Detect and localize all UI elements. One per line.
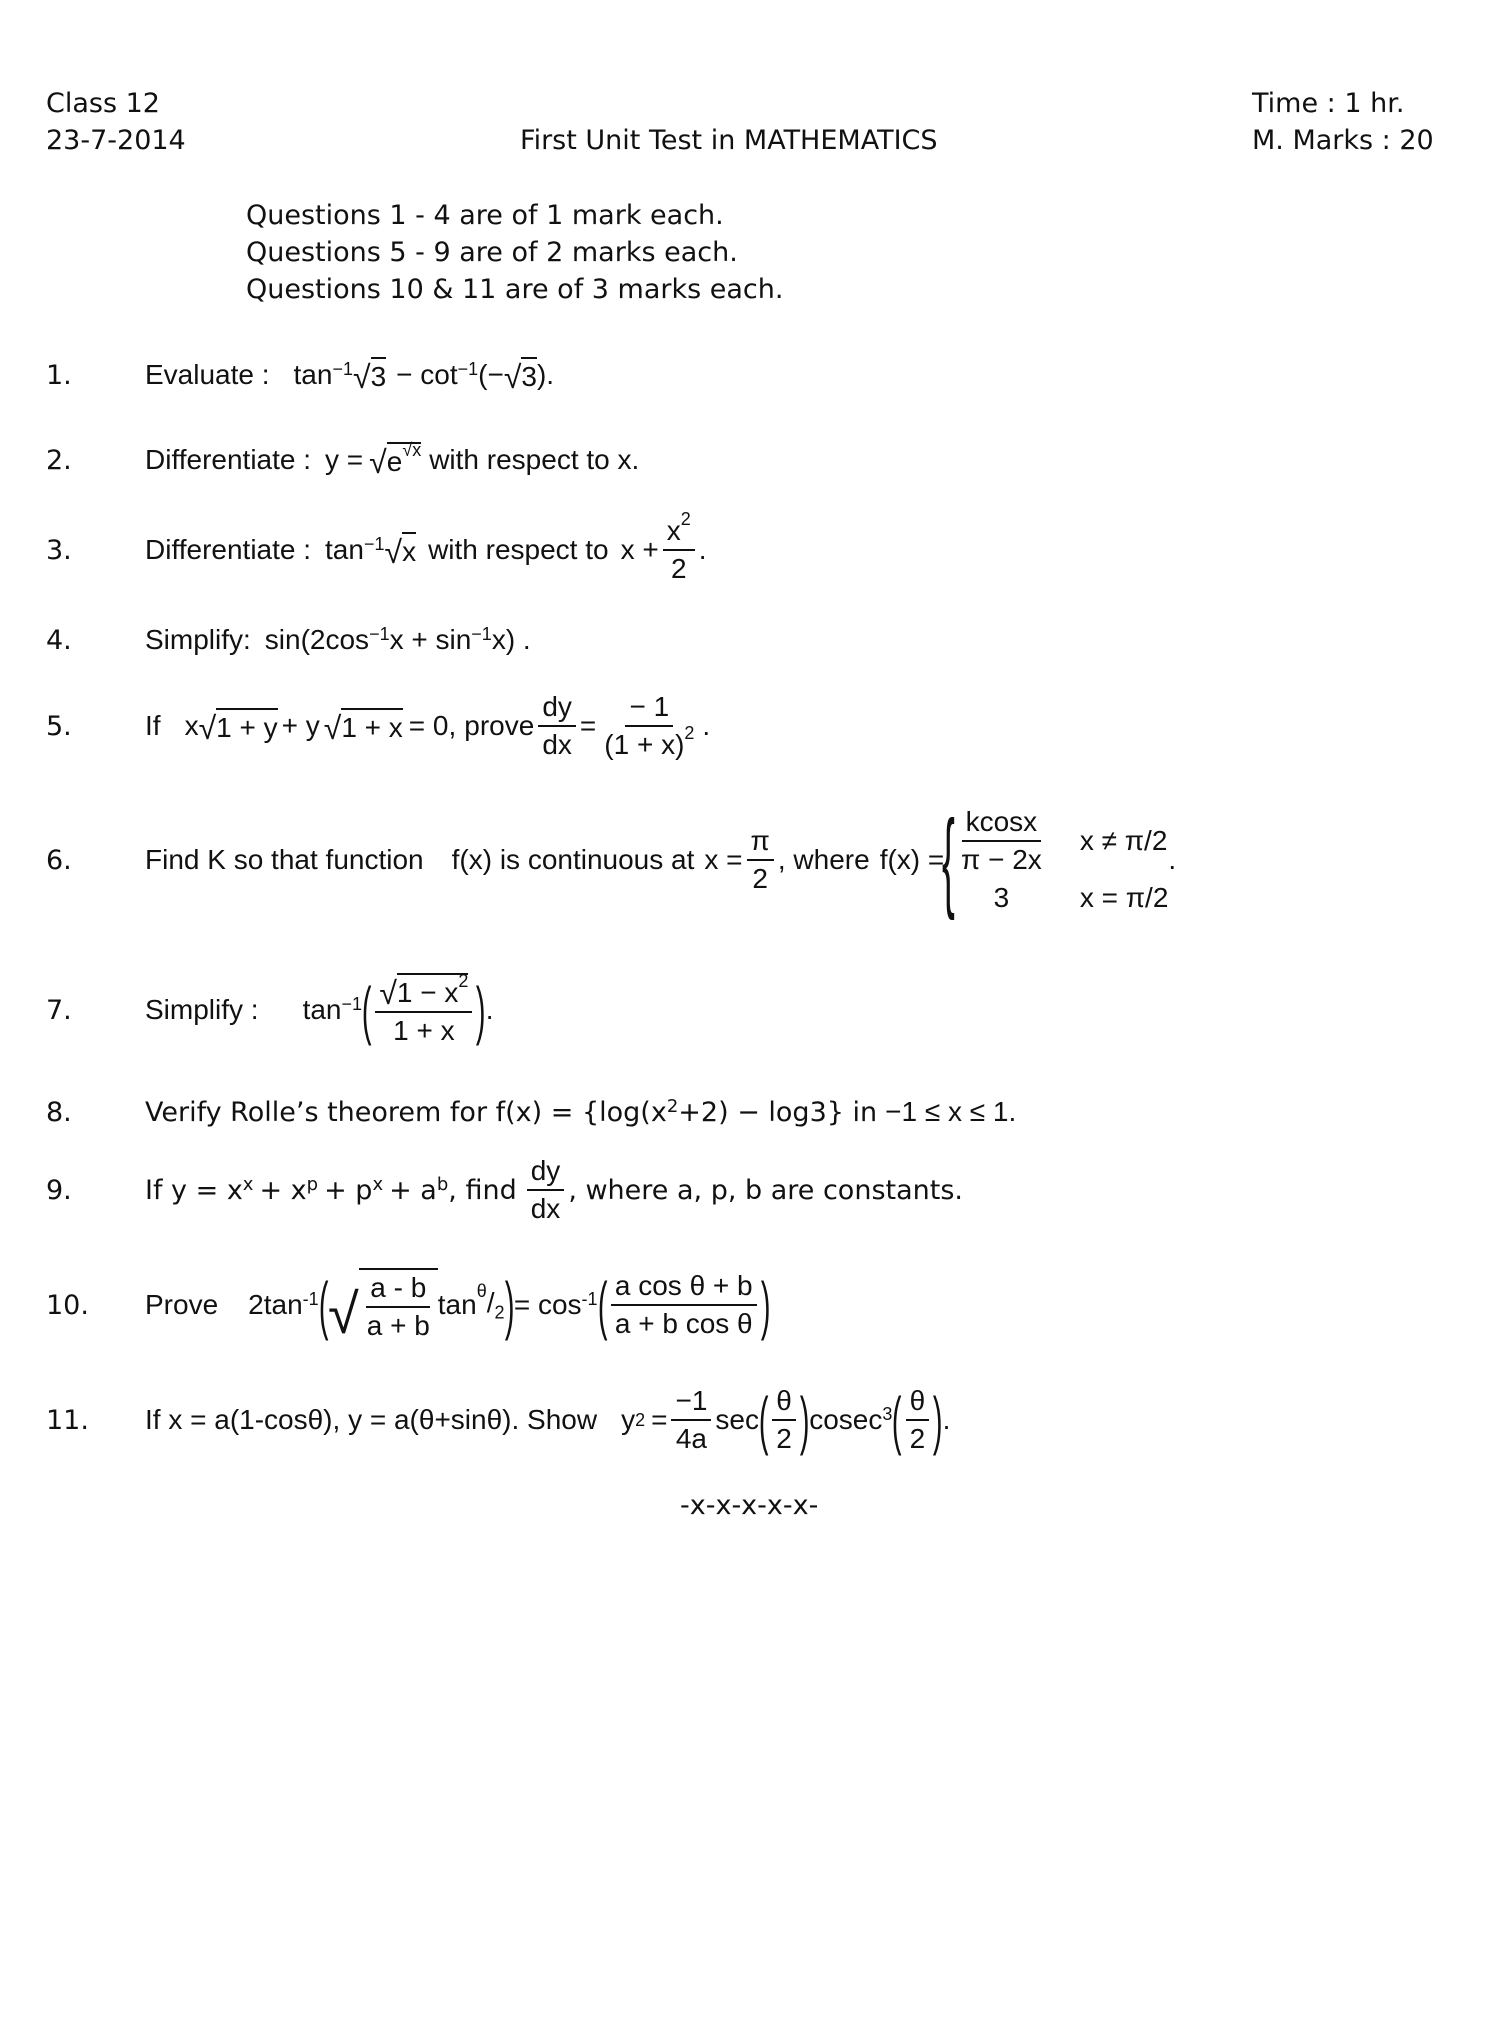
math: 2 xyxy=(458,971,469,991)
math: x xyxy=(372,1173,384,1195)
math: ). xyxy=(536,359,555,390)
math: 2tan xyxy=(248,1289,303,1320)
math: , find xyxy=(448,1174,517,1206)
radical: √ xyxy=(198,710,217,746)
math: −1 xyxy=(457,358,479,379)
question-9 xyxy=(0,1150,1505,1230)
question-5 xyxy=(0,686,1505,766)
math: , where xyxy=(777,844,870,875)
question-text: Prove xyxy=(145,1289,219,1320)
math: . xyxy=(702,710,711,741)
math: 2 xyxy=(494,1302,505,1323)
end-marker: -x-x-x-x-x- xyxy=(680,1490,819,1521)
math: x) . xyxy=(491,624,531,655)
question-text: Find K so that function xyxy=(145,844,424,875)
math: 3 xyxy=(371,357,387,393)
question-text: with respect to x. xyxy=(429,444,640,475)
math: e xyxy=(386,446,403,477)
paren: ( xyxy=(758,1384,769,1456)
math: 4a xyxy=(675,1423,708,1454)
math: kcosx xyxy=(962,806,1042,842)
math: + p xyxy=(324,1174,373,1206)
math: + a xyxy=(389,1174,437,1206)
math: x xyxy=(666,515,681,546)
math: -1 xyxy=(581,1288,598,1309)
question-text: Differentiate : xyxy=(145,444,312,475)
question-2 xyxy=(0,440,1505,480)
question-10: 10. Prove 2tan $^{-1}$ ( √ $\frac{a - b}{a + b}$ tan $^\theta/_2$ ) = cos $^{-1}$ ( $\frac{\text{a cos θ + b}}{\text{a + b cos θ}}$ ) xyxy=(46,1269,771,1345)
paren: ) xyxy=(476,974,486,1046)
question-number: 11. xyxy=(46,1404,89,1436)
paren: ( xyxy=(361,974,372,1046)
math: cosec xyxy=(809,1404,883,1435)
math: π xyxy=(747,825,774,861)
math: a + b cos θ xyxy=(614,1308,753,1339)
math: x + sin xyxy=(389,624,472,655)
math: tan xyxy=(302,994,342,1025)
radical: √ xyxy=(369,444,387,480)
paren: ( xyxy=(597,1269,608,1341)
math: 3 xyxy=(882,1403,893,1424)
question-3 xyxy=(0,510,1505,590)
math: a + b xyxy=(366,1310,430,1341)
math: = xyxy=(579,710,597,741)
question-number: 10. xyxy=(46,1289,89,1321)
paren: ) xyxy=(504,1269,514,1341)
paren: ( xyxy=(892,1384,902,1456)
math: dy xyxy=(527,1155,565,1191)
radical: √ xyxy=(379,975,397,1011)
math: θ xyxy=(476,1280,487,1301)
math: − 1 xyxy=(625,691,673,727)
instruction: Questions 1 - 4 are of 1 mark each. xyxy=(246,200,724,231)
question-6 xyxy=(0,795,1505,925)
math: f(x) is continuous at xyxy=(451,844,695,875)
radical: √ xyxy=(503,359,522,395)
math: 2 xyxy=(670,553,687,584)
paren: ) xyxy=(799,1384,810,1456)
question-text: with respect to xyxy=(428,534,609,565)
question-text: Differentiate : xyxy=(145,534,312,565)
math: −1 xyxy=(332,358,353,379)
question-11 xyxy=(0,1375,1505,1465)
math: y xyxy=(621,1404,636,1435)
math: 1 + y xyxy=(216,708,277,744)
math: . xyxy=(485,994,494,1025)
math: x xyxy=(242,1173,254,1195)
math: y = xyxy=(325,444,364,475)
question-text: If x = a(1-cosθ), y = a(θ+sinθ). Show xyxy=(145,1404,598,1435)
math: = 0, xyxy=(408,710,457,741)
math: a cos θ + b xyxy=(611,1270,757,1306)
question-text: Evaluate : xyxy=(145,359,270,390)
math: −1 ≤ x ≤ 1. xyxy=(885,1096,1017,1127)
math: 2 xyxy=(666,1095,679,1117)
question-number: 2. xyxy=(46,444,72,476)
math: (1 + x) xyxy=(604,729,685,760)
math: 3 xyxy=(993,882,1010,913)
question-number: 7. xyxy=(46,994,72,1026)
question-number: 4. xyxy=(46,624,72,656)
math: -1 xyxy=(302,1288,319,1309)
question-number: 6. xyxy=(46,844,72,876)
radical: √ xyxy=(384,534,403,570)
math: x ≠ π/2 xyxy=(1079,825,1168,856)
question-4 xyxy=(0,620,1505,660)
math: −1 xyxy=(471,623,492,644)
math: dx xyxy=(542,729,572,760)
math: + x xyxy=(259,1174,307,1206)
math: p xyxy=(306,1173,319,1195)
math: 2 xyxy=(752,863,768,894)
question-number: 8. xyxy=(46,1096,72,1128)
math: 2 xyxy=(635,1409,646,1430)
math: . xyxy=(1168,844,1177,875)
math: 2 xyxy=(680,509,691,529)
math: = xyxy=(651,1404,668,1435)
math: dy xyxy=(538,691,576,727)
math: 1 + x xyxy=(341,708,402,744)
page-title: First Unit Test in MATHEMATICS xyxy=(520,125,938,156)
question-number: 3. xyxy=(46,534,72,566)
math: θ xyxy=(772,1385,796,1421)
instruction: Questions 5 - 9 are of 2 marks each. xyxy=(246,237,738,268)
math: 2 xyxy=(684,723,695,743)
paren: ) xyxy=(760,1269,771,1341)
question-text: , where a, p, b are constants. xyxy=(568,1174,963,1206)
question-text: prove xyxy=(464,710,535,741)
question-text: Simplify: xyxy=(145,624,251,655)
math: x xyxy=(184,710,199,741)
math: −1 xyxy=(369,623,390,644)
question-number: 5. xyxy=(46,710,72,742)
math: 3 xyxy=(521,357,537,393)
math: . xyxy=(698,534,707,565)
math: b xyxy=(436,1173,449,1195)
math: sin(2cos xyxy=(264,624,370,655)
math: + y xyxy=(281,710,320,741)
math: (− xyxy=(478,359,504,390)
question-7 xyxy=(0,955,1505,1065)
math: θ xyxy=(906,1385,930,1421)
question-number: 9. xyxy=(46,1174,72,1206)
math: tan xyxy=(325,534,364,565)
radical: √ xyxy=(353,359,371,395)
math: dx xyxy=(530,1193,561,1224)
math: x xyxy=(402,532,416,568)
question-text: Verify Rolle’s theorem for f(x) = {log(x xyxy=(145,1096,667,1128)
radical: √ xyxy=(323,710,342,746)
math: sec xyxy=(715,1404,759,1435)
question-1 xyxy=(0,355,1505,395)
max-marks: M. Marks : 20 xyxy=(1252,125,1434,156)
math: x = xyxy=(704,844,743,875)
math: f(x) = xyxy=(879,844,945,875)
question-text: If y = x xyxy=(145,1174,243,1206)
time: Time : 1 hr. xyxy=(1252,88,1405,119)
math: 2 xyxy=(776,1423,792,1454)
paren: ) xyxy=(933,1384,943,1456)
math: 2 xyxy=(909,1423,926,1454)
radical: √ xyxy=(327,1282,359,1345)
paren: ( xyxy=(318,1269,329,1341)
question-text: Simplify : xyxy=(145,994,259,1025)
class-label: Class 12 xyxy=(46,88,160,119)
instruction: Questions 10 & 11 are of 3 marks each. xyxy=(246,274,784,305)
question-text: +2) − log3} in xyxy=(678,1096,878,1128)
math: . xyxy=(942,1404,951,1435)
math: − cot xyxy=(396,359,458,390)
math: x + xyxy=(620,534,659,565)
math: π − 2x xyxy=(961,844,1042,875)
math: tan xyxy=(437,1289,477,1320)
date: 23-7-2014 xyxy=(46,125,186,156)
question-8 xyxy=(0,1092,1505,1132)
math: √x xyxy=(402,440,422,460)
math: a - b xyxy=(366,1272,430,1308)
math: −1 xyxy=(363,533,385,554)
question-text: If xyxy=(145,710,161,741)
math: −1 xyxy=(341,993,363,1014)
math: = cos xyxy=(513,1289,582,1320)
brace: { xyxy=(942,798,956,921)
math: 1 + x xyxy=(393,1015,455,1046)
math: x = π/2 xyxy=(1079,882,1169,913)
math: tan xyxy=(293,359,333,390)
math: −1 xyxy=(671,1385,711,1421)
math: 1 − x xyxy=(396,977,459,1008)
question-number: 1. xyxy=(46,359,72,391)
